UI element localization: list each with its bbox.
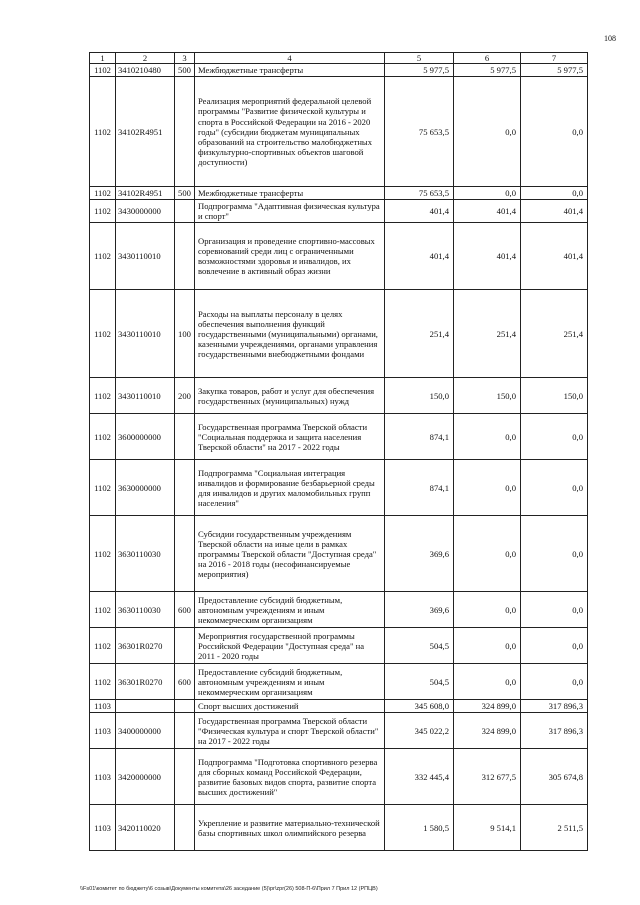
value-cell: 0,0	[454, 664, 521, 700]
table-row	[90, 378, 588, 414]
name-cell: Реализация мероприятий федеральной целевой программы "Развитие физической культуры и спорта в Российской Федерации на 2016 - 2020 годы" (субсидии бюджетам муниципальных образований на строительство малобюджетных физкультурно-спортивных объектов шаговой доступности)	[195, 77, 385, 187]
value-cell: 0,0	[521, 664, 588, 700]
name-cell: Спорт высших достижений	[195, 700, 385, 713]
code-cell: 36301R0270	[116, 664, 175, 700]
expense-kind-cell: 200	[175, 378, 195, 414]
value-cell: 5 977,5	[454, 64, 521, 77]
name-cell: Укрепление и развитие материально-технической базы спортивных школ олимпийского резерва	[195, 805, 385, 851]
table-row	[90, 200, 588, 223]
file-path-footer: \\Fs01\комитет по бюджету\6 созыв\Документы комитета\26 заседание (5)\pr\zpr(26) 508-П-6\Прил 7 Прил 12 (РПЦВ)	[80, 886, 378, 892]
value-cell: 0,0	[521, 460, 588, 516]
expense-kind-cell	[175, 628, 195, 664]
section-cell: 1102	[90, 664, 116, 700]
value-cell: 401,4	[454, 223, 521, 290]
table-row	[90, 64, 588, 77]
name-cell: Межбюджетные трансферты	[195, 64, 385, 77]
table-row	[90, 628, 588, 664]
table-row	[90, 592, 588, 628]
name-cell: Государственная программа Тверской области "Социальная поддержка и защита населения Тверской области" на 2017 - 2022 годы	[195, 414, 385, 460]
expense-kind-cell	[175, 749, 195, 805]
code-cell: 3400000000	[116, 713, 175, 749]
section-cell: 1102	[90, 223, 116, 290]
name-cell: Организация и проведение спортивно-массовых соревнований среди лиц с ограниченными возможностями здоровья и инвалидов, их вовлечение в активный образ жизни	[195, 223, 385, 290]
section-cell: 1102	[90, 200, 116, 223]
header-cell: 5	[385, 53, 454, 64]
section-cell: 1103	[90, 713, 116, 749]
expense-kind-cell	[175, 223, 195, 290]
code-cell: 3600000000	[116, 414, 175, 460]
section-cell: 1102	[90, 187, 116, 200]
value-cell: 0,0	[521, 516, 588, 592]
table-row	[90, 223, 588, 290]
value-cell: 369,6	[385, 592, 454, 628]
table-row	[90, 713, 588, 749]
header-row	[90, 53, 588, 64]
budget-table-container	[89, 52, 587, 851]
value-cell: 0,0	[454, 628, 521, 664]
code-cell: 3430110010	[116, 223, 175, 290]
header-cell: 7	[521, 53, 588, 64]
value-cell: 0,0	[454, 414, 521, 460]
value-cell: 5 977,5	[521, 64, 588, 77]
value-cell: 150,0	[454, 378, 521, 414]
section-cell: 1103	[90, 749, 116, 805]
expense-kind-cell: 100	[175, 290, 195, 378]
name-cell: Мероприятия государственной программы Российской Федерации "Доступная среда" на 2011 - 2020 годы	[195, 628, 385, 664]
value-cell: 305 674,8	[521, 749, 588, 805]
expense-kind-cell	[175, 460, 195, 516]
value-cell: 0,0	[521, 414, 588, 460]
table-row	[90, 749, 588, 805]
section-cell: 1102	[90, 290, 116, 378]
header-cell: 1	[90, 53, 116, 64]
table-row	[90, 77, 588, 187]
code-cell: 34102R4951	[116, 77, 175, 187]
section-cell: 1102	[90, 77, 116, 187]
value-cell: 401,4	[521, 200, 588, 223]
section-cell: 1102	[90, 460, 116, 516]
expense-kind-cell	[175, 805, 195, 851]
value-cell: 1 580,5	[385, 805, 454, 851]
value-cell: 874,1	[385, 414, 454, 460]
value-cell: 874,1	[385, 460, 454, 516]
value-cell: 401,4	[521, 223, 588, 290]
value-cell: 2 511,5	[521, 805, 588, 851]
code-cell: 34102R4951	[116, 187, 175, 200]
code-cell: 3420000000	[116, 749, 175, 805]
value-cell: 504,5	[385, 664, 454, 700]
value-cell: 75 653,5	[385, 77, 454, 187]
section-cell: 1102	[90, 516, 116, 592]
value-cell: 324 899,0	[454, 713, 521, 749]
value-cell: 251,4	[521, 290, 588, 378]
table-row	[90, 700, 588, 713]
value-cell: 0,0	[521, 592, 588, 628]
value-cell: 312 677,5	[454, 749, 521, 805]
value-cell: 0,0	[521, 187, 588, 200]
expense-kind-cell	[175, 713, 195, 749]
value-cell: 5 977,5	[385, 64, 454, 77]
name-cell: Подпрограмма "Адаптивная физическая культура и спорт"	[195, 200, 385, 223]
table-row	[90, 516, 588, 592]
table-row	[90, 664, 588, 700]
value-cell: 317 896,3	[521, 700, 588, 713]
expense-kind-cell: 600	[175, 664, 195, 700]
expense-kind-cell	[175, 516, 195, 592]
value-cell: 504,5	[385, 628, 454, 664]
name-cell: Подпрограмма "Социальная интеграция инвалидов и формирование безбарьерной среды для инвалидов и других маломобильных групп населения"	[195, 460, 385, 516]
expense-kind-cell: 500	[175, 64, 195, 77]
code-cell: 36301R0270	[116, 628, 175, 664]
code-cell: 3630110030	[116, 592, 175, 628]
expense-kind-cell: 500	[175, 187, 195, 200]
code-cell: 3420110020	[116, 805, 175, 851]
value-cell: 345 022,2	[385, 713, 454, 749]
name-cell: Закупка товаров, работ и услуг для обеспечения государственных (муниципальных) нужд	[195, 378, 385, 414]
value-cell: 9 514,1	[454, 805, 521, 851]
table-row	[90, 187, 588, 200]
value-cell: 0,0	[454, 460, 521, 516]
value-cell: 401,4	[385, 200, 454, 223]
table-row	[90, 290, 588, 378]
value-cell: 332 445,4	[385, 749, 454, 805]
value-cell: 0,0	[521, 77, 588, 187]
value-cell: 0,0	[454, 516, 521, 592]
value-cell: 369,6	[385, 516, 454, 592]
expense-kind-cell: 600	[175, 592, 195, 628]
name-cell: Субсидии государственным учреждениям Тверской области на иные цели в рамках программы Тверской области "Доступная среда" на 2016 - 2018 годы (несофинансируемые мероприятия)	[195, 516, 385, 592]
section-cell: 1102	[90, 592, 116, 628]
code-cell: 3430110010	[116, 290, 175, 378]
code-cell: 3430000000	[116, 200, 175, 223]
expense-kind-cell	[175, 700, 195, 713]
header-cell: 6	[454, 53, 521, 64]
code-cell: 3630110030	[116, 516, 175, 592]
code-cell	[116, 700, 175, 713]
value-cell: 324 899,0	[454, 700, 521, 713]
value-cell: 251,4	[454, 290, 521, 378]
name-cell: Предоставление субсидий бюджетным, автономным учреждениям и иным некоммерческим организациям	[195, 664, 385, 700]
value-cell: 75 653,5	[385, 187, 454, 200]
value-cell: 401,4	[454, 200, 521, 223]
value-cell: 0,0	[521, 628, 588, 664]
value-cell: 0,0	[454, 77, 521, 187]
table-row	[90, 805, 588, 851]
header-cell: 3	[175, 53, 195, 64]
value-cell: 345 608,0	[385, 700, 454, 713]
section-cell: 1102	[90, 378, 116, 414]
name-cell: Межбюджетные трансферты	[195, 187, 385, 200]
value-cell: 150,0	[521, 378, 588, 414]
name-cell: Предоставление субсидий бюджетным, автономным учреждениям и иным некоммерческим организациям	[195, 592, 385, 628]
expense-kind-cell	[175, 414, 195, 460]
value-cell: 251,4	[385, 290, 454, 378]
code-cell: 3430110010	[116, 378, 175, 414]
page-number: 108	[604, 34, 616, 43]
section-cell: 1103	[90, 700, 116, 713]
section-cell: 1102	[90, 414, 116, 460]
section-cell: 1103	[90, 805, 116, 851]
value-cell: 150,0	[385, 378, 454, 414]
name-cell: Расходы на выплаты персоналу в целях обеспечения выполнения функций государственными (муниципальными) органами, казенными учреждениями, органами управления государственными внебюджетными фондами	[195, 290, 385, 378]
expense-kind-cell	[175, 200, 195, 223]
value-cell: 317 896,3	[521, 713, 588, 749]
name-cell: Подпрограмма "Подготовка спортивного резерва для сборных команд Российской Федерации, развитие базовых видов спорта, развитие спорта высших достижений"	[195, 749, 385, 805]
table-row	[90, 460, 588, 516]
value-cell: 0,0	[454, 187, 521, 200]
header-cell: 2	[116, 53, 175, 64]
table-row	[90, 414, 588, 460]
name-cell: Государственная программа Тверской области "Физическая культура и спорт Тверской области" на 2017 - 2022 годы	[195, 713, 385, 749]
section-cell: 1102	[90, 64, 116, 77]
budget-table	[89, 52, 588, 851]
code-cell: 3410210480	[116, 64, 175, 77]
code-cell: 3630000000	[116, 460, 175, 516]
value-cell: 401,4	[385, 223, 454, 290]
value-cell: 0,0	[454, 592, 521, 628]
section-cell: 1102	[90, 628, 116, 664]
expense-kind-cell	[175, 77, 195, 187]
header-cell: 4	[195, 53, 385, 64]
